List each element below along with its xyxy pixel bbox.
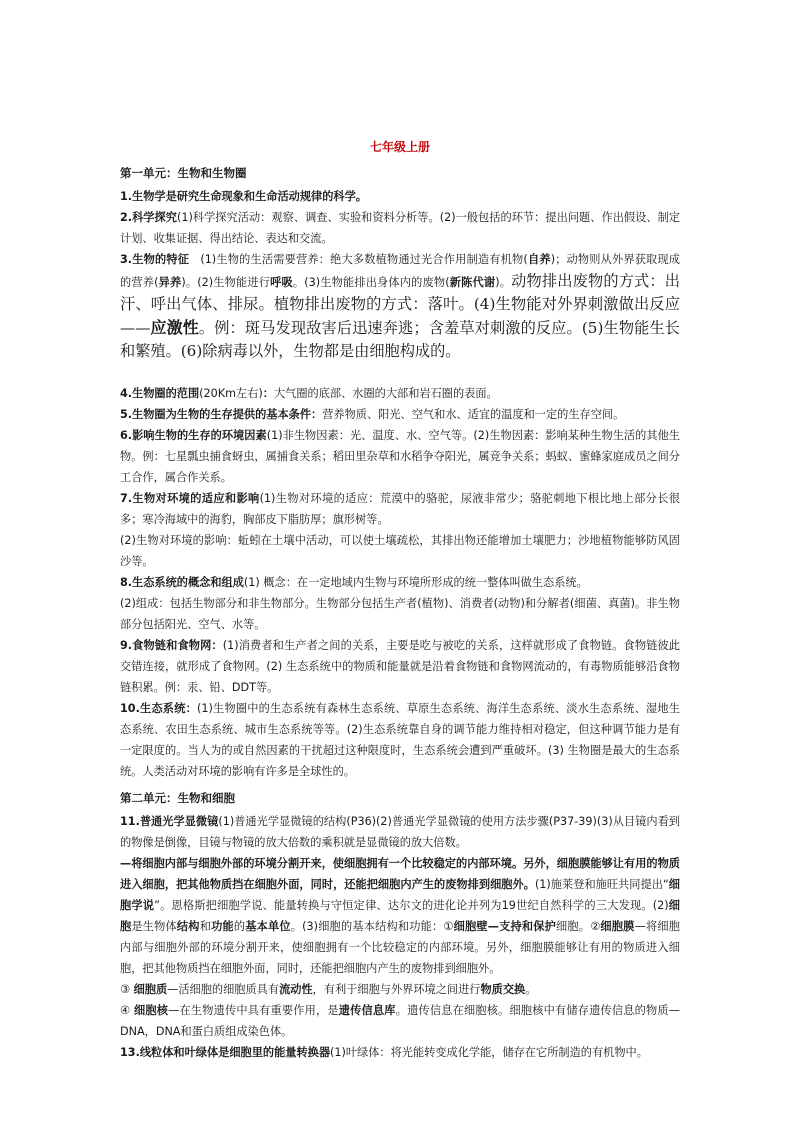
paragraph-12d (120, 1000, 680, 1042)
p3-text-e: )。 (495, 276, 512, 289)
p3-large-b: 。例：斑马发现敌害后迅速奔逃；含羞草对刺激的反应。(5)生物能生长和繁殖。(6)除病毒以外，生物都是由细胞构成的。 (120, 319, 680, 360)
p12-text-a: (1)施莱登和施旺共同提出“ (534, 878, 669, 891)
p4-range: (20Km左右) (199, 387, 263, 400)
p12-text-e: 的 (233, 920, 246, 933)
p3-text-a: (1)生物的生活需要营养：绝大多数植物通过光合作用制造有机物( (200, 253, 528, 266)
p13-heading: 13.线粒体和叶绿体是细胞里的能量转换器 (120, 1046, 331, 1059)
p12d-bold-a: 细胞核 (133, 1004, 169, 1017)
spacer (120, 363, 680, 383)
p3-text-c: )。(2)生物能进行 (181, 276, 271, 289)
p3-bold-a: 自养 (527, 253, 551, 266)
p12c-text-a: ③ (120, 983, 134, 996)
p4-text: 大气圈的底部、水圈的大部和岩石圈的表面。 (273, 387, 498, 400)
paragraph-4 (120, 383, 680, 404)
p12-text-b: ”。恩格斯把细胞学说、能量转换与守恒定律、达尔文的进化论并列为19世纪自然科学的三大发现。(2) (154, 899, 669, 912)
p3-bold-c: 呼吸 (270, 276, 293, 289)
p6-heading: 6.影响生物的生存的环境因素 (120, 429, 267, 442)
p12c-bold-b: 流动性 (279, 983, 313, 996)
p2-text: (1)科学探究活动：观察、调查、实验和资料分析等。(2)一般包括的环节：提出问题、作出假设、制定计划、收集证据、得出结论、表达和交流。 (120, 211, 680, 245)
p12c-bold-a: 细胞质 (133, 983, 168, 996)
paragraph-13 (120, 1042, 680, 1063)
p12-bold-e: 基本单位 (245, 920, 291, 933)
p8-heading: 8.生态系统的概念和组成 (120, 576, 244, 589)
p13-text: (1)叶绿体：将光能转变成化学能，储存在它所制造的有机物中。 (330, 1046, 648, 1059)
paragraph-5 (120, 404, 680, 425)
paragraph-8 (120, 572, 680, 593)
p12-bold-a: 细胞学说 (120, 878, 680, 912)
p6-text: (1)非生物因素：光、温度、水、空气等。(2)生物因素：影响某种生物生活的其他生物。例：七星瓢虫捕食蚜虫，属捕食关系；稻田里杂草和水稻争夺阳光，属竞争关系；蚂蚁、蜜蜂家庭成员之间分工合作，属合作关系。 (120, 429, 680, 484)
p12c-text-d: 。 (525, 983, 537, 996)
p12-text-c: 是生物体 (131, 920, 177, 933)
p12c-bold-c: 物质交换 (480, 983, 526, 996)
p12-text-f: 。(3)细胞的基本结构和功能：① (290, 920, 454, 933)
p12-bold-f: 细胞壁—支持和保护 (453, 920, 557, 933)
unit-heading-1: 第一单元：生物和生物圈 (120, 166, 247, 180)
p8-text: (1) 概念：在一定地域内生物与环境所形成的统一整体叫做生态系统。 (243, 576, 588, 589)
p1-text: 1.生物学是研究生命现象和生命活动规律的科学。 (120, 190, 367, 203)
p7-text: (1)生物对环境的适应：荒漠中的骆驼，尿液非常少；骆驼刺地下根比地上部分长很多；寒冷海域中的海豹，胸部皮下脂肪厚；旗形树等。 (120, 492, 680, 526)
p3-heading: 3.生物的特征 (120, 253, 190, 266)
paragraph-7 (120, 488, 680, 530)
p2-heading: 2.科学探究 (120, 211, 177, 224)
p3-text-b: )；动物则从外界获取现成的营养( (120, 253, 680, 289)
unit-heading-2: 第二单元：生物和细胞 (120, 791, 235, 805)
p12c-text-b: —活细胞的细胞质具有 (167, 983, 280, 996)
p12d-text-c: 。遗传信息在细胞核。细胞核中有储存遗传信息的物质—DNA，DNA和蛋白质组成染色体。 (120, 1004, 680, 1038)
p9-heading: 9.食物链和食物网： (120, 639, 223, 652)
paragraph-12 (120, 853, 680, 979)
p9-text: (1)消费者和生产者之间的关系，主要是吃与被吃的关系，这样就形成了食物链。食物链彼此交错连接，就形成了食物网。(2) 生态系统中的物质和能量就是沿着食物链和食物网流动的，有毒物质能够沿食物链积累。例：汞、铅、DDT等。 (120, 639, 680, 694)
paragraph-9 (120, 635, 680, 698)
p12-bold-b: 细胞 (120, 899, 680, 933)
paragraph-2 (120, 207, 680, 249)
p5-text: 营养物质、阳光、空气和水、适宜的温度和一定的生存空间。 (322, 408, 625, 421)
page-title: 七年级上册 (369, 140, 430, 154)
p3-large-a: 动物排出废物的方式：出汗、呼出气体、排尿。植物排出废物的方式：落叶。(4)生物能对外界刺激做出反应—— (120, 272, 680, 337)
p3-bold-d: 新陈代谢 (449, 276, 496, 289)
p12-bold-g: 细胞膜 (600, 920, 635, 933)
p5-heading: 5.生物圈为生物的生存提供的基本条件： (120, 408, 323, 421)
paragraph-11 (120, 811, 680, 853)
p10-heading: 10.生态系统： (120, 702, 197, 715)
p12-heading: —将细胞内部与细胞外部的环境分割开来，使细胞拥有一个比较稳定的内部环境。另外，细胞膜能够让有用的物质进入细胞，把其他物质挡在细胞外面，同时，还能把细胞内产生的废物排到细胞外。 (120, 857, 680, 891)
p7-heading: 7.生物对环境的适应和影响 (120, 492, 260, 505)
p12d-bold-b: 遗传信息库 (338, 1004, 396, 1017)
paragraph-1 (120, 186, 680, 207)
paragraph-10 (120, 698, 680, 782)
p12d-text-b: —在生物遗传中具有重要作用，是 (168, 1004, 339, 1017)
p12-bold-d: 功能 (211, 920, 234, 933)
p3-text-d: 。(3)生物能排出身体内的废物( (292, 276, 450, 289)
p12-text-d: 和 (199, 920, 212, 933)
p3-bold-b: 异养 (158, 276, 182, 289)
paragraph-12c (120, 979, 680, 1000)
p4-heading: 4.生物圈的范围 (120, 387, 200, 400)
p4-colon: ： (262, 387, 274, 400)
paragraph-3 (120, 249, 680, 363)
p12-text-g: 细胞。② (556, 920, 601, 933)
p11-heading: 11.普通光学显微镜 (120, 815, 219, 828)
p11-text: (1)普通光学显微镜的结构(P36)(2)普通光学显微镜的使用方法步骤(P37-39)(3)从目镜内看到的物像是倒像，目镜与物镜的放大倍数的乘积就是显微镜的放大倍数。 (120, 815, 680, 849)
paragraph-7b: (2)生物对环境的影响：蚯蚓在土壤中活动，可以使土壤疏松，其排出物还能增加土壤肥力；沙地植物能够防风固沙等。 (120, 534, 680, 568)
p12d-text-a: ④ (120, 1004, 134, 1017)
paragraph-8b: (2)组成：包括生物部分和非生物部分。生物部分包括生产者(植物)、消费者(动物)和分解者(细菌、真菌)。非生物部分包括阳光、空气、水等。 (120, 597, 680, 631)
paragraph-6 (120, 425, 680, 488)
p12c-text-c: ，有利于细胞与外界环境之间进行 (312, 983, 481, 996)
p3-large-bold: 应激性 (150, 318, 199, 337)
p12-bold-c: 结构 (176, 920, 200, 933)
p10-text: (1)生物圈中的生态系统有森林生态系统、草原生态系统、海洋生态系统、淡水生态系统、湿地生态系统、农田生态系统、城市生态系统等等。(2)生态系统靠自身的调节能力维持相对稳定，但这种调节能力是有一定限度的。当人为的或自然因素的干扰超过这种限度时，生态系统会遭到严重破坏。(3) 生物圈是最大的生态系统。人类活动对环境的影响有许多是全球性的。 (120, 702, 680, 778)
document-page (120, 138, 680, 1063)
p12-text-h: —将细胞内部与细胞外部的环境分割开来，使细胞拥有一个比较稳定的内部环境。另外，细胞膜能够让有用的物质进入细胞，把其他物质挡在细胞外面，同时，还能把细胞内产生的废物排到细胞外。 (120, 920, 680, 975)
